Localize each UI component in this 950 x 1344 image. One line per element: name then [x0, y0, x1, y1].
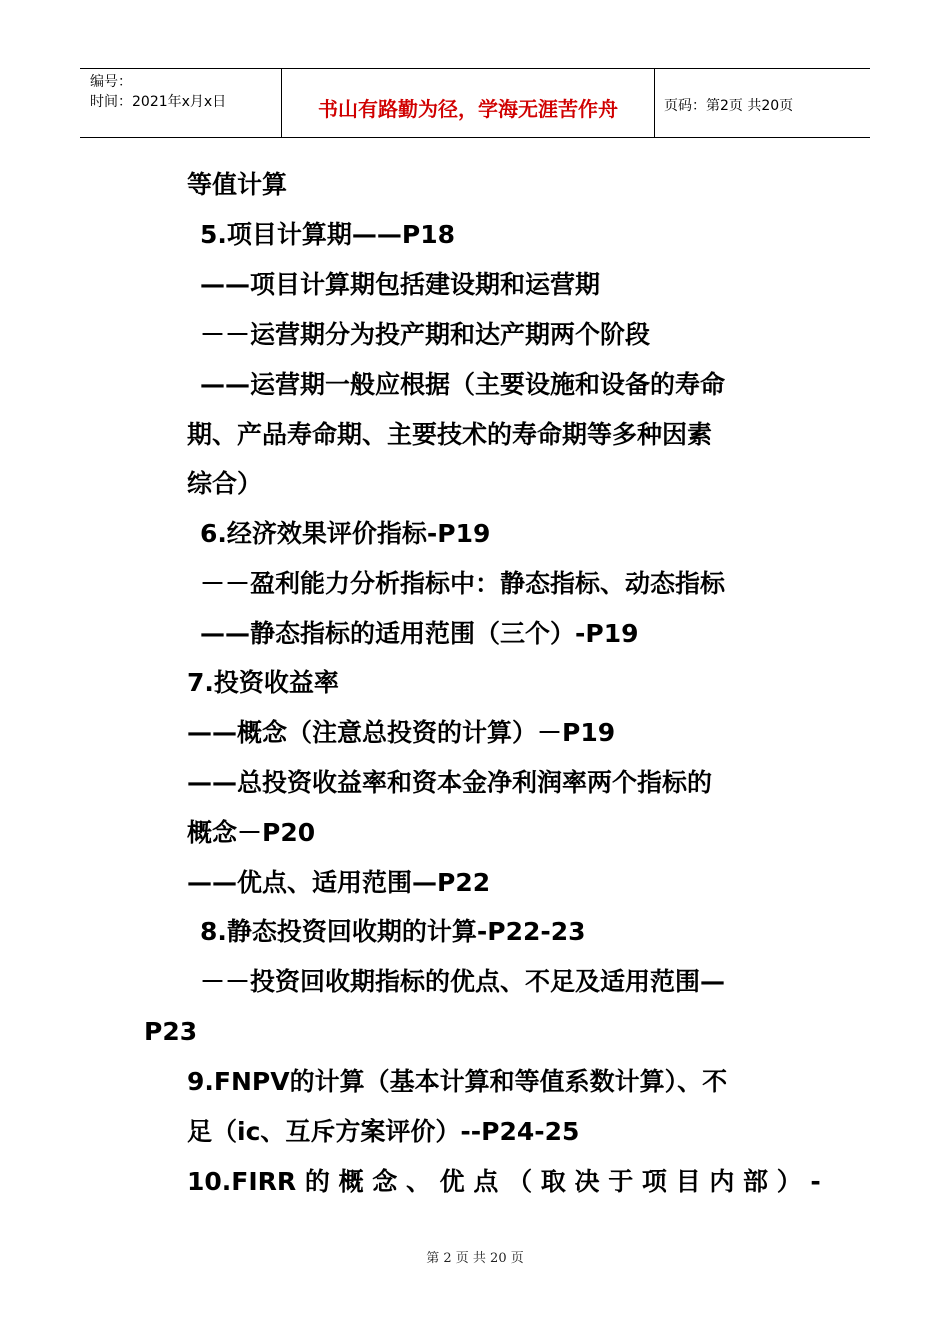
text-line: ——总投资收益率和资本金净利润率两个指标的 [187, 768, 713, 797]
text-line: 足（ic、互斥方案评价）--P24-25 [187, 1117, 580, 1146]
text-line: 5.项目计算期——P18 [200, 220, 456, 249]
text-line: 9.FNPV的计算（基本计算和等值系数计算）、不 [187, 1067, 728, 1096]
text-line: ——静态指标的适用范围（三个）-P19 [200, 619, 639, 648]
page-header [80, 68, 870, 138]
text-line: ——概念（注意总投资的计算）－P19 [187, 718, 616, 747]
text-line: ——运营期一般应根据（主要设施和设备的寿命 [200, 370, 726, 399]
page-footer: 第 2 页 共 20 页 [426, 1251, 524, 1266]
text-line: ——优点、适用范围—P22 [187, 868, 491, 897]
text-line: 8.静态投资回收期的计算-P22-23 [200, 917, 586, 946]
text-line: －－盈利能力分析指标中：静态指标、动态指标 [200, 569, 726, 598]
text-line: －－投资回收期指标的优点、不足及适用范围— [200, 967, 726, 996]
text-line: 综合） [187, 469, 263, 498]
text-line: 等值计算 [187, 170, 288, 199]
text-line: 7.投资收益率 [187, 668, 339, 697]
header-motto: 书山有路勤为径，学海无涯苦作舟 [318, 97, 618, 121]
text-line: ——项目计算期包括建设期和运营期 [200, 270, 601, 299]
header-divider [654, 69, 655, 137]
text-line: 6.经济效果评价指标-P19 [200, 519, 491, 548]
text-line: －－运营期分为投产期和达产期两个阶段 [200, 320, 651, 349]
time-label: 时间：2021年x月x日 [90, 94, 227, 110]
number-label: 编号： [90, 74, 132, 90]
header-left [90, 72, 226, 112]
text-line: P23 [144, 1017, 198, 1046]
text-line: 10.FIRR 的 概 念 、 优 点 （ 取 决 于 项 目 内 部 ） - [187, 1167, 821, 1196]
header-page-info: 页码：第2页 共20页 [664, 98, 794, 114]
text-line: 期、产品寿命期、主要技术的寿命期等多种因素 [187, 420, 713, 449]
text-line: 概念－P20 [187, 818, 316, 847]
